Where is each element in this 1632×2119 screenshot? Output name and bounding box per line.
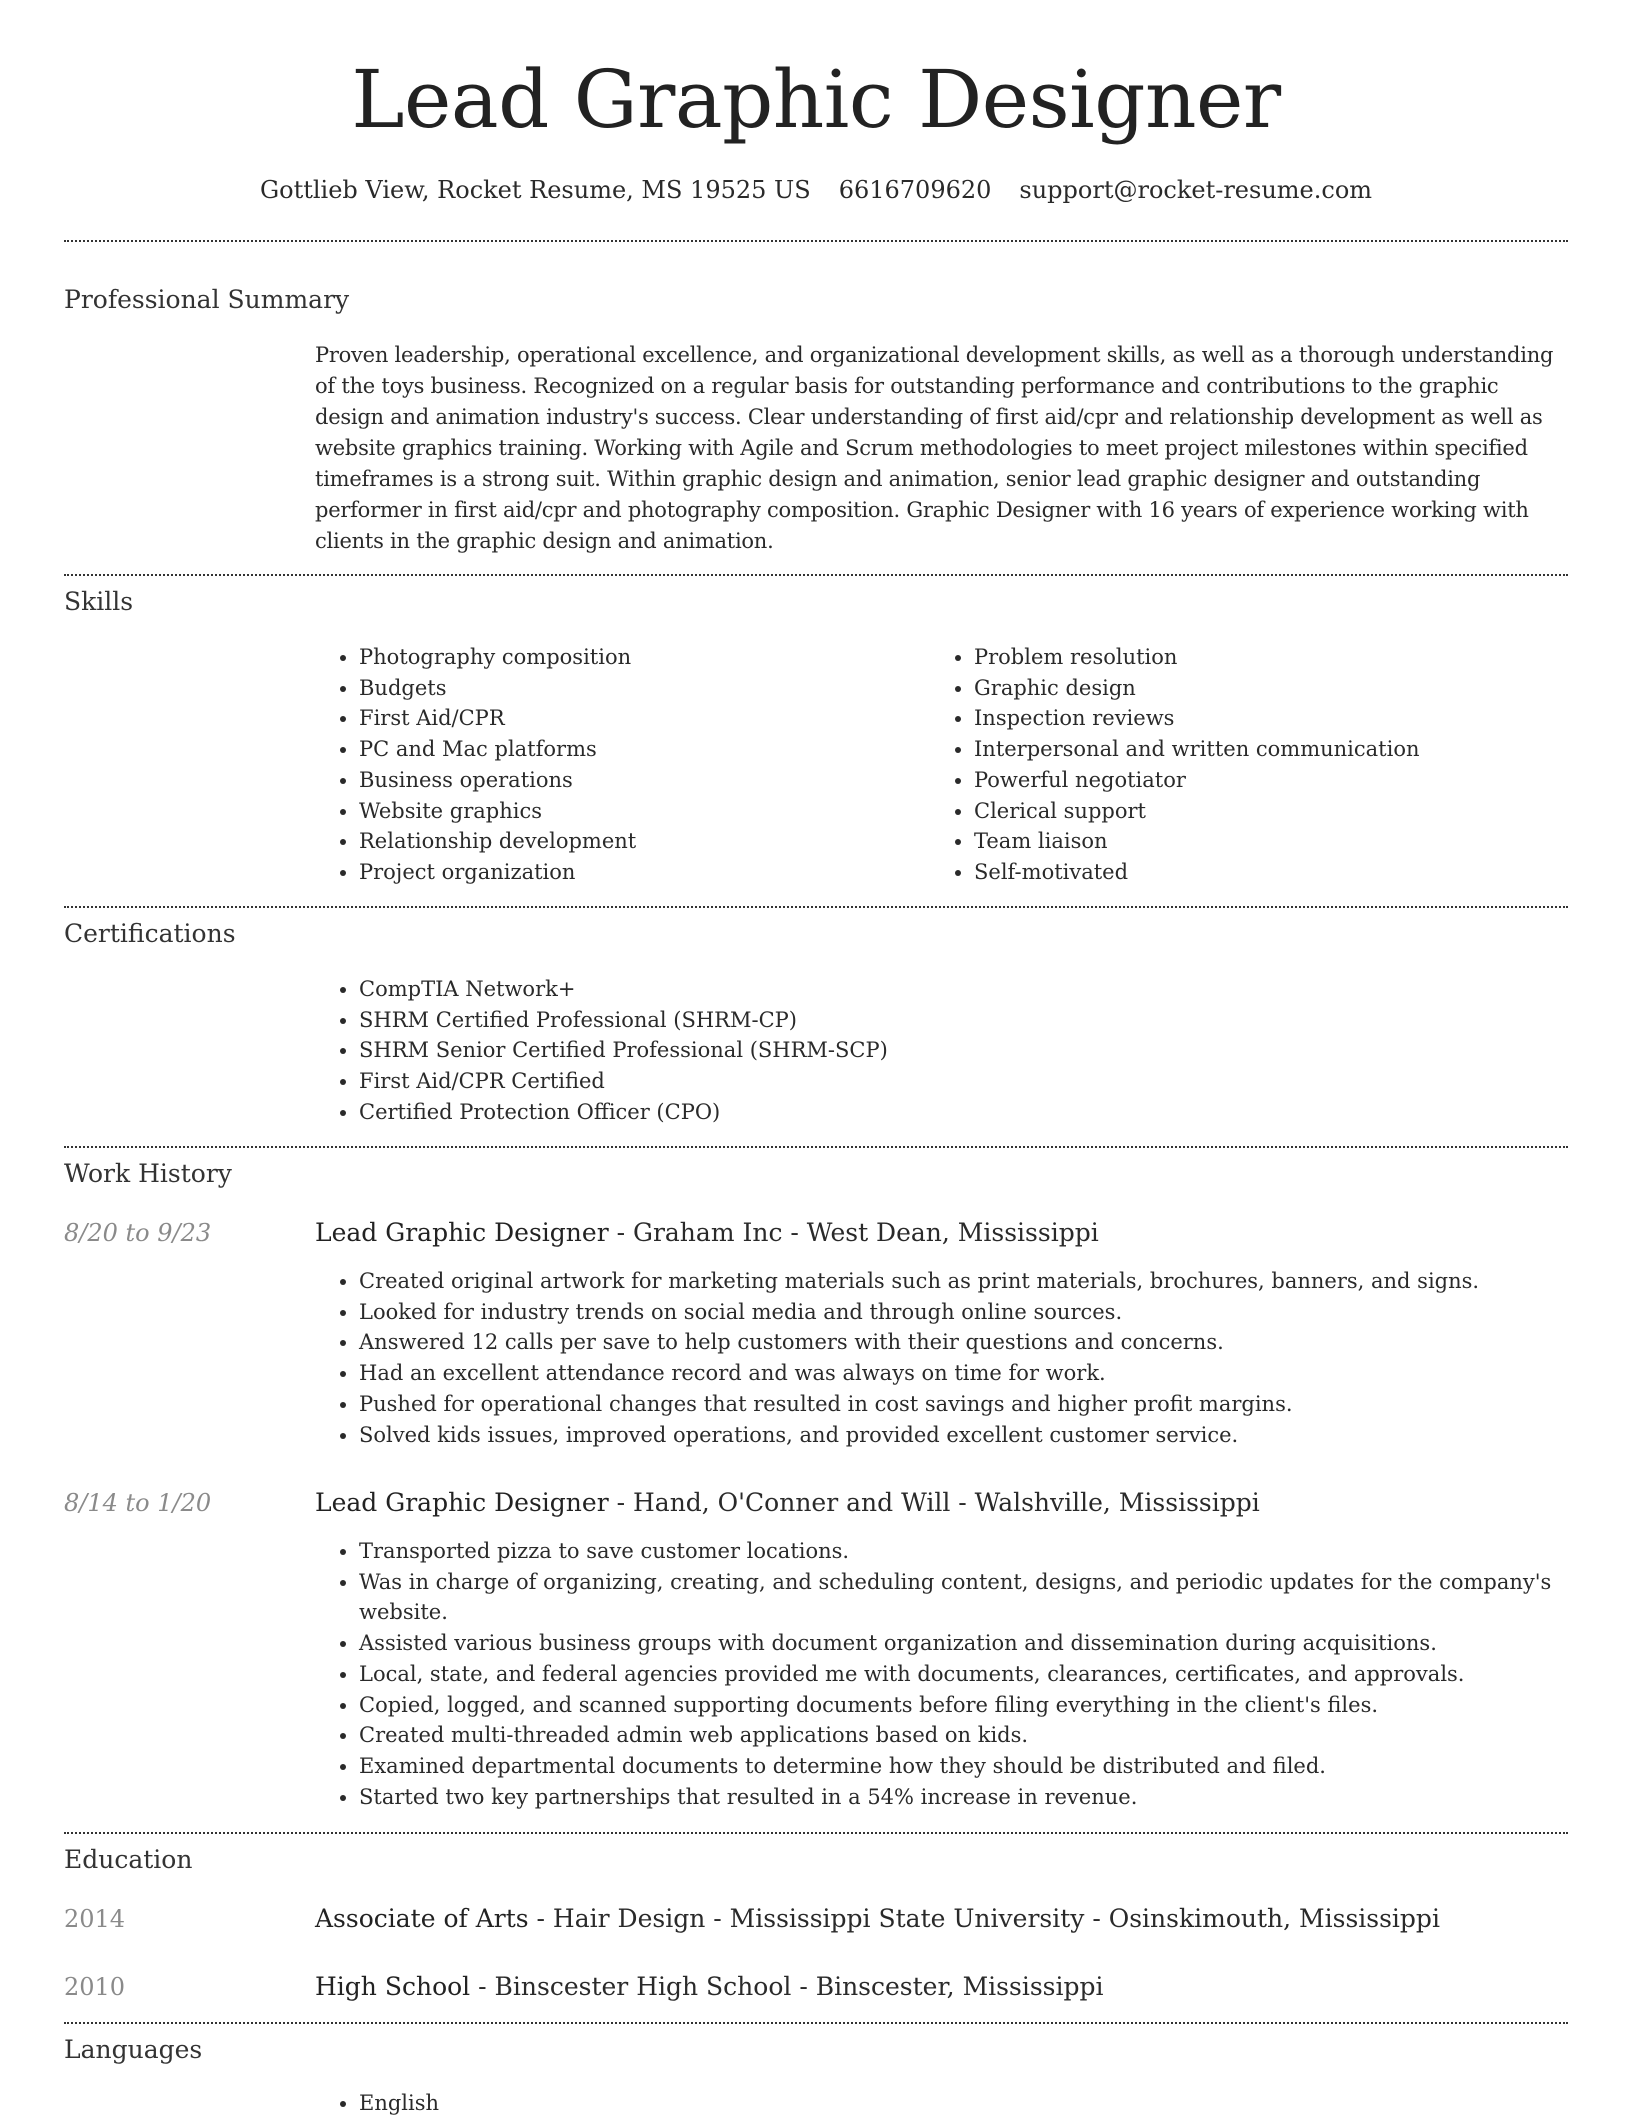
- skill-item: • Website graphics: [359, 796, 930, 827]
- education-year: 2010: [64, 1973, 126, 2001]
- job-bullet: • Created multi-threaded admin web applications based on kids.: [359, 1720, 1568, 1751]
- job-bullet: • Answered 12 calls per save to help customers with their questions and concerns.: [359, 1327, 1568, 1358]
- job-bullet: • Pushed for operational changes that resulted in cost savings and higher profit margins.: [359, 1389, 1568, 1420]
- job-bullet: • Local, state, and federal agencies provided me with documents, clearances, certificates, and approvals.: [359, 1659, 1568, 1690]
- contact-address: Gottlieb View, Rocket Resume, MS 19525 US: [259, 176, 811, 204]
- skill-item: • Team liaison: [974, 826, 1545, 857]
- skills-column-right: [930, 642, 1545, 888]
- skill-item: • Clerical support: [974, 796, 1545, 827]
- skill-item: • Self-motivated: [974, 857, 1545, 888]
- certifications-items: [315, 974, 1568, 1128]
- skill-item: • Interpersonal and written communication: [974, 734, 1545, 765]
- skills-list: [315, 642, 1568, 888]
- languages-items: [315, 2088, 1568, 2119]
- skill-item: • First Aid/CPR: [359, 703, 930, 734]
- education-degree: High School: [315, 1972, 471, 2001]
- certification-item: • First Aid/CPR Certified: [359, 1066, 1568, 1097]
- contact-line: [0, 170, 1632, 210]
- summary-text: Proven leadership, operational excellence, and organizational development skills, as well as a thorough understanding of the toys business. Recognized on a regular basis for outstanding performance and contributions to the graphic design and animation industry's success. Clear understanding of first aid/cpr and relationship development as well as website graphics training. Working with Agile and Scrum methodologies to meet project milestones within specified timeframes is a strong suit. Within graphic design and animation, senior lead graphic designer and outstanding performer in first aid/cpr and photography composition. Graphic Designer with 16 years of experience working with clients in the graphic design and animation.: [315, 343, 1554, 553]
- job-bullet: • Transported pizza to save customer locations.: [359, 1536, 1568, 1567]
- job-heading: [315, 1486, 1568, 1520]
- divider: [64, 240, 1568, 242]
- skill-item: • Problem resolution: [974, 642, 1545, 673]
- job-employer: - Hand, O'Conner and Will - Walshville, Mississippi: [608, 1488, 1260, 1517]
- education-year: 2014: [64, 1905, 126, 1933]
- job-bullet: • Examined departmental documents to determine how they should be distributed and filed.: [359, 1751, 1568, 1782]
- section-title-certifications: Certifications: [64, 919, 236, 948]
- education-heading: [315, 1902, 1568, 1936]
- divider: [64, 1146, 1568, 1148]
- job-bullet: • Looked for industry trends on social media and through online sources.: [359, 1297, 1568, 1328]
- job-role: Lead Graphic Designer: [315, 1218, 609, 1247]
- job-heading: [315, 1216, 1568, 1250]
- section-title-education: Education: [64, 1845, 193, 1874]
- education-degree: Associate of Arts: [315, 1904, 529, 1933]
- section-title-skills: Skills: [64, 587, 134, 616]
- job-role: Lead Graphic Designer: [315, 1488, 609, 1517]
- contact-phone: 6616709620: [838, 176, 992, 204]
- skill-item: • Budgets: [359, 673, 930, 704]
- section-title-languages: Languages: [64, 2035, 203, 2064]
- divider: [64, 906, 1568, 908]
- certification-item: • SHRM Certified Professional (SHRM-CP): [359, 1005, 1568, 1036]
- languages-list: [315, 2088, 1568, 2119]
- skills-column-left: [315, 642, 930, 888]
- skill-item: • Business operations: [359, 765, 930, 796]
- education-school: - Binscester High School - Binscester, Mississippi: [470, 1972, 1104, 2001]
- job-bullet: • Copied, logged, and scanned supporting documents before filing everything in the client's files.: [359, 1690, 1568, 1721]
- job-dates: 8/20 to 9/23: [64, 1219, 212, 1247]
- job-bullets: [315, 1536, 1568, 1812]
- skill-item: • Relationship development: [359, 826, 930, 857]
- job-dates: 8/14 to 1/20: [64, 1489, 212, 1517]
- divider: [64, 1832, 1568, 1834]
- section-title-summary: Professional Summary: [64, 285, 350, 314]
- divider: [64, 2022, 1568, 2024]
- job-bullets: [315, 1266, 1568, 1450]
- education-heading: [315, 1970, 1568, 2004]
- skill-item: • Photography composition: [359, 642, 930, 673]
- education-school: - Hair Design - Mississippi State University - Osinskimouth, Mississippi: [528, 1904, 1440, 1933]
- job-bullet-list: [315, 1536, 1568, 1812]
- certification-item: • Certified Protection Officer (CPO): [359, 1097, 1568, 1128]
- job-employer: - Graham Inc - West Dean, Mississippi: [608, 1218, 1099, 1247]
- summary-block: [315, 340, 1568, 557]
- job-bullet: • Assisted various business groups with document organization and dissemination during acquisitions.: [359, 1628, 1568, 1659]
- resume-title: Lead Graphic Designer: [351, 53, 1281, 146]
- certification-item: • CompTIA Network+: [359, 974, 1568, 1005]
- skill-item: • Powerful negotiator: [974, 765, 1545, 796]
- divider: [64, 574, 1568, 576]
- certifications-list: [315, 974, 1568, 1128]
- skill-item: • Inspection reviews: [974, 703, 1545, 734]
- certification-item: • SHRM Senior Certified Professional (SHRM-SCP): [359, 1035, 1568, 1066]
- skill-item: • Graphic design: [974, 673, 1545, 704]
- job-bullet: • Created original artwork for marketing materials such as print materials, brochures, banners, and signs.: [359, 1266, 1568, 1297]
- job-bullet: • Had an excellent attendance record and was always on time for work.: [359, 1358, 1568, 1389]
- section-title-work-history: Work History: [64, 1159, 232, 1188]
- job-bullet: • Was in charge of organizing, creating, and scheduling content, designs, and periodic updates for the company's website.: [359, 1567, 1568, 1628]
- job-bullet-list: [315, 1266, 1568, 1450]
- job-bullet: • Solved kids issues, improved operations, and provided excellent customer service.: [359, 1420, 1568, 1451]
- job-bullet: • Started two key partnerships that resulted in a 54% increase in revenue.: [359, 1782, 1568, 1813]
- skill-item: • PC and Mac platforms: [359, 734, 930, 765]
- language-item: • English: [359, 2088, 1568, 2119]
- contact-email: support@rocket-resume.com: [1019, 176, 1373, 204]
- skill-item: • Project organization: [359, 857, 930, 888]
